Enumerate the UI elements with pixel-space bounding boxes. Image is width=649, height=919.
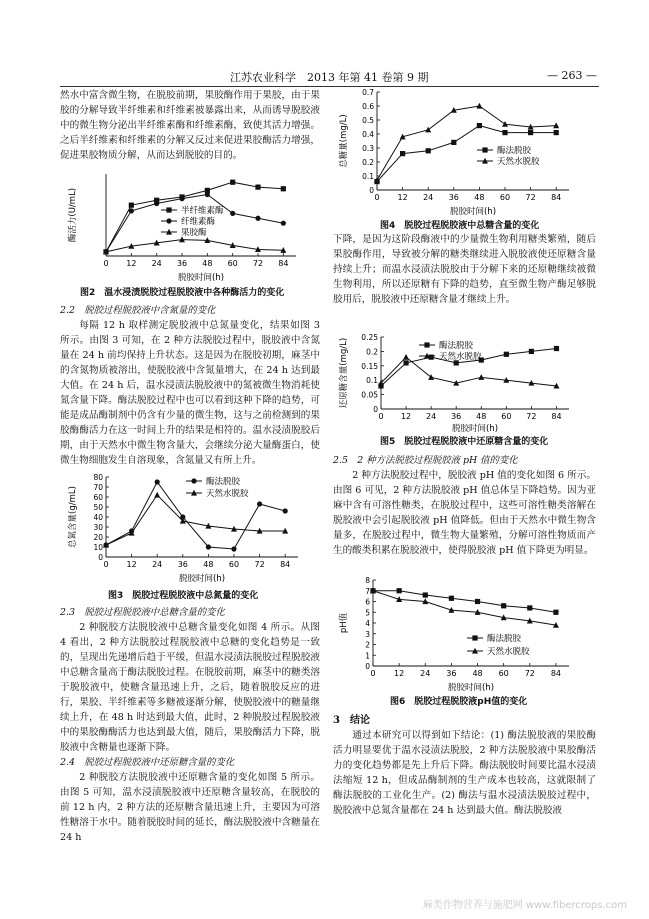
reducing-sugar-chart (337, 333, 577, 433)
data-point (155, 479, 160, 484)
y-tick-label: 80 (93, 473, 103, 482)
legend-label: 酶法脱胶 (206, 477, 241, 487)
data-point (283, 508, 288, 513)
section-2-5-text: 2 种方法脱胶过程中，脱胶液 pH 值的变化如图 6 所示。由图 6 可见，2 种方法脱胶液 pH 值总体呈下降趋势。因为亚麻中含有可溶性糖类，在脱胶过程中，这些可溶性糖类溶解在脱胶液中会引起脱胶液 pH 值降低。但由于天然水中微生物含量多，在脱胶过程中，微生物大量繁殖，分解可溶性物质而产生的酸类积累在脱胶液中，使得脱胶液 pH 值下降更为明显。 (333, 470, 596, 556)
series-1 (374, 103, 559, 183)
x-tick-label: 24 (152, 560, 163, 569)
y-tick-label: 60 (93, 493, 103, 502)
x-axis-label: 脱胶时间(h) (178, 574, 226, 583)
x-tick-label: 24 (151, 259, 162, 268)
figure-6-caption: 图6 脱胶过程脱胶液pH值的变化 (390, 697, 528, 707)
legend-label: 酶法脱胶 (439, 341, 474, 351)
y-tick-label: 10 (93, 543, 103, 552)
series-1 (103, 492, 288, 548)
y-tick-label: 6 (365, 597, 370, 607)
x-tick-label: 12 (397, 193, 408, 202)
enzyme-activity-chart (66, 170, 306, 282)
left-section-2-3 (60, 605, 320, 845)
data-point (501, 603, 506, 608)
x-axis-label: 脱胶时间(h) (177, 273, 225, 282)
x-tick-label: 84 (278, 259, 289, 268)
data-point (281, 221, 286, 226)
x-tick-label: 60 (498, 669, 509, 678)
x-tick-label: 48 (474, 193, 485, 202)
data-point (425, 127, 431, 133)
x-tick-label: 84 (551, 412, 562, 421)
y-tick-label: 5 (365, 608, 370, 618)
x-tick-label: 84 (551, 193, 562, 202)
section-2-4-text: 2 种脱胶方法脱胶液中还原糖含量的变化如图 5 所示。由图 5 可知，温水浸渍脱胶液中还原糖含量较高，在脱胶的前 12 h 内，2 种方法的还原糖含量迅速上升，主要因为可溶性糖溶于水中。随着脱胶时间的延长，酶法脱胶液中含糖量在 24 h (60, 772, 320, 843)
section-2-2-text: 每隔 12 h 取样测定脱胶液中总氮量变化，结果如图 3 所示。由图 3 可知，在 2 种方法脱胶过程中，脱胶液中含氮量在 24 h 前均保持上升状态。这是因为在脱胶初期，麻茎中的含氮物质被溶出，使脱胶液中含氮量增大，在 24 h 达到最大值。在 24 h 后，温水浸渍法脱胶液中的氮被微生物消耗使氮含量下降。酶法脱胶过程中也可以看到这种下降的趋势，可能是成品酶制剂中仍含有少量的微生物，这与之前检测到的果胶酶酶活力在这一时间上升的结果是相符的。温水浸渍脱胶后期，由于天然水中微生物含量大，会继续分泌大量酶蛋白，使微生物细胞发生自溶现象，含氮量又有所上升。 (60, 320, 320, 466)
x-tick-label: 36 (177, 560, 188, 569)
series-line (377, 106, 556, 180)
y-tick-label: 0.4 (362, 130, 374, 139)
section-2-3-text: 2 种脱胶方法脱胶液中总糖含量变化如图 4 所示。从图 4 看出，2 种方法脱胶过程脱胶液中总糖的变化趋势是一致的，呈现出先递增后趋于平缓，但温水浸渍法脱胶过程脱胶液中总糖含量高于酶法脱胶过程。在脱胶前期，麻茎中的糖类溶于脱胶液中，使糖含量迅速上升，之后，随着脱胶反应的进行，果胶、半纤维素等多糖被逐渐分解，使脱胶液中的糖量继续上升，在 48 h 时达到最大值，此时，2 种脱胶过程脱胶液中的果胶酶酶活力也达到最大值，随后，果胶酶活力下降，脱胶液中含糖量也逐渐下降。 (60, 622, 320, 753)
data-point (255, 185, 260, 190)
data-point (502, 121, 508, 127)
x-tick-label: 48 (472, 669, 483, 678)
x-tick-label: 72 (525, 193, 536, 202)
x-tick-label: 24 (420, 669, 431, 678)
x-tick-label: 24 (423, 193, 434, 202)
series-0 (103, 479, 287, 551)
y-tick-label: 20 (93, 533, 103, 542)
legend-label: 酶法脱胶 (497, 146, 532, 156)
y-tick-label: 0 (365, 662, 370, 671)
legend-marker (191, 478, 196, 483)
x-tick-label: 24 (426, 412, 437, 421)
x-tick-label: 12 (126, 259, 137, 268)
y-tick-label: 1 (365, 651, 370, 661)
data-point (179, 196, 184, 201)
section-2-3-title: 2.3 脱胶过程脱胶液中总糖含量的变化 (60, 607, 225, 618)
intro-paragraph: 然水中富含微生物，在脱胶前期，果胶酶作用于果胶，由于果胶的分解导致半纤维素和纤维素被暴露出来，从而诱导脱胶液中的微生物分泌出半纤维素酶和纤维素酶，致使其活力增强。之后半纤维素和纤维素的分解又反过来促进果胶酶活力增强，促进果胶物质分解，从而达到脱胶的目的。 (60, 90, 320, 161)
y-tick-label: 70 (93, 483, 103, 492)
series-0 (374, 123, 558, 184)
x-tick-label: 60 (228, 560, 240, 569)
section-3-title: 3 结论 (333, 715, 370, 726)
y-tick-label: 0 (369, 186, 374, 195)
x-tick-label: 60 (227, 259, 238, 268)
y-tick-label: 40 (93, 513, 103, 522)
y-tick-label: 0.5 (362, 116, 374, 125)
right-section-2-4-cont (333, 232, 596, 307)
data-point (527, 605, 532, 610)
section-2-4-continued: 下降，是因为这阶段酶液中的少量微生物利用糖类繁殖，随后果胶酶作用，导致被分解的糖类继续进入脱胶液使还原糖含量持续上升；而温水浸渍法脱胶由于分解下来的还原糖继续被微生物利用，所以还原糖有下降的趋势，直至微生物产酶足够脱胶用后，脱胶液中还原糖含量才继续上升。 (333, 234, 596, 305)
legend-label: 酶法脱胶 (487, 634, 522, 644)
legend-label: 天然水脱胶 (439, 352, 482, 362)
data-point (529, 349, 534, 354)
x-tick-label: 36 (176, 259, 188, 268)
y-tick-label: 0.1 (366, 376, 378, 386)
data-point (400, 151, 405, 156)
journal-name: 江苏农业科学 2013 年第 41 卷第 9 期 (230, 71, 429, 84)
y-axis-label: 酶活力(U/mL) (68, 187, 78, 243)
y-axis-label: pH值 (339, 612, 349, 634)
data-point (528, 130, 533, 135)
x-tick-label: 48 (476, 412, 487, 421)
x-tick-label: 0 (374, 193, 380, 202)
data-point (504, 352, 509, 357)
legend-marker (424, 342, 429, 347)
y-tick-label: 0.1 (362, 172, 374, 181)
data-point (206, 544, 211, 549)
series-line (106, 482, 285, 549)
legend-label: 天然水脱胶 (487, 647, 530, 657)
legend-marker (166, 207, 171, 212)
x-tick-label: 0 (103, 259, 109, 268)
section-2-2-title: 2.2 脱胶过程脱胶液中含氮量的变化 (60, 305, 216, 316)
header-rule (60, 86, 599, 87)
data-point (451, 140, 456, 145)
data-point (553, 610, 558, 615)
x-axis-label: 脱胶时间(h) (451, 424, 499, 433)
data-point (154, 492, 160, 498)
figure-5-caption: 图5 脱胶过程脱胶液中还原糖含量的变化 (380, 437, 549, 447)
data-point (255, 216, 260, 221)
legend-label: 天然水脱胶 (497, 157, 540, 167)
x-tick-label: 72 (252, 259, 264, 268)
total-sugar-chart (337, 88, 577, 216)
x-tick-label: 84 (550, 669, 562, 678)
left-section-2-2 (60, 303, 320, 468)
x-tick-label: 12 (394, 669, 405, 678)
data-point (403, 354, 409, 360)
y-axis-label: 总氮含量(g/mL) (68, 486, 78, 548)
y-tick-label: 8 (365, 576, 370, 585)
x-axis-label: 脱胶时间(h) (449, 207, 497, 216)
data-point (478, 374, 484, 380)
data-point (257, 501, 262, 506)
x-tick-label: 36 (446, 669, 457, 678)
data-point (129, 208, 134, 213)
figure-2-caption: 图2 温水浸渍脱胶过程脱胶液中各种酶活力的变化 (80, 288, 285, 298)
data-point (397, 588, 402, 593)
data-point (477, 123, 482, 128)
data-point (554, 130, 559, 135)
data-point (154, 201, 159, 206)
y-tick-label: 0.7 (362, 88, 374, 97)
y-tick-label: 50 (93, 503, 103, 512)
data-point (502, 130, 507, 135)
x-tick-label: 84 (280, 560, 291, 569)
x-tick-label: 48 (203, 560, 214, 569)
data-point (475, 599, 480, 604)
x-tick-label: 36 (451, 412, 462, 421)
data-point (231, 546, 236, 551)
section-3-text: 通过本研究可以得到如下结论：(1) 酶法脱胶液的果胶酶活力明显要优于温水浸渍法脱胶，2 种方法脱胶液中果胶酶活力的变化趋势都是先上升后下降。酶法脱胶时间要比温水浸渍法缩短 12 h，但成品酶制剂的生产成本也较高，这就限制了酶法脱胶的工业化生产。(2) 酶法与温水浸渍法脱胶过程中，脱胶液中总氮含量都在 24 h 达到最大值。酶法脱胶液 (333, 730, 596, 816)
total-nitrogen-chart (66, 471, 306, 583)
x-tick-label: 72 (254, 560, 265, 569)
figure-4-caption: 图4 脱胶过程脱胶液中总糖含量的变化 (380, 221, 540, 231)
page-number: — 263 — (547, 69, 597, 82)
data-point (426, 148, 431, 153)
x-tick-label: 0 (378, 412, 384, 421)
x-tick-label: 12 (126, 560, 137, 569)
x-tick-label: 72 (524, 669, 535, 678)
x-tick-label: 0 (103, 560, 109, 569)
data-point (554, 346, 559, 351)
data-point (230, 211, 235, 216)
x-tick-label: 72 (526, 412, 537, 421)
x-tick-label: 48 (202, 259, 213, 268)
y-tick-label: 3 (365, 629, 370, 639)
section-2-4-title: 2.4 脱胶过程脱胶液中还原糖含量的变化 (60, 757, 235, 768)
y-tick-label: 7 (365, 586, 370, 596)
legend-label: 天然水脱胶 (206, 489, 249, 499)
y-axis-label: 总糖量(mg/L) (339, 114, 349, 168)
legend-marker (482, 147, 487, 152)
y-tick-label: 0.2 (362, 158, 374, 167)
legend-label: 果胶酶 (181, 228, 207, 238)
y-tick-label: 0.3 (362, 144, 374, 153)
legend-marker (472, 635, 477, 640)
data-point (129, 203, 134, 208)
left-intro (60, 88, 320, 163)
y-tick-label: 0.2 (366, 347, 378, 357)
y-axis-label: 还原糖含量(mg/L) (339, 337, 349, 409)
ph-value-chart (337, 574, 577, 692)
watermark: 麻类作物营养与施肥网 www.fibercrops.com (422, 900, 627, 911)
x-axis-label: 脱胶时间(h) (447, 683, 495, 692)
y-tick-label: 0.25 (361, 333, 378, 342)
data-point (403, 360, 408, 365)
y-tick-label: 0.05 (361, 390, 378, 400)
legend-marker (166, 218, 171, 223)
data-point (230, 180, 235, 185)
y-tick-label: 0.6 (362, 102, 374, 111)
data-point (449, 596, 454, 601)
x-tick-label: 60 (501, 412, 512, 421)
legend-label: 半纤维素酶 (181, 206, 224, 216)
right-section-2-5 (333, 453, 596, 558)
y-tick-label: 30 (93, 523, 103, 532)
series-2 (103, 236, 286, 254)
y-tick-label: 0.15 (361, 361, 378, 371)
x-tick-label: 60 (499, 193, 511, 202)
data-point (205, 192, 210, 197)
data-point (423, 592, 428, 597)
y-tick-label: 0 (373, 405, 378, 414)
data-point (476, 103, 482, 109)
y-tick-label: 4 (365, 619, 370, 628)
y-tick-label: 2 (365, 640, 370, 650)
running-header (0, 69, 649, 83)
figure-3-caption: 图3 脱胶过程脱胶液中总氮量的变化 (108, 591, 259, 601)
x-tick-label: 36 (448, 193, 459, 202)
section-2-5-title: 2.5 2 种方法脱胶过程脱胶液 pH 值的变化 (333, 455, 518, 466)
legend-label: 纤维素酶 (181, 217, 216, 227)
data-point (281, 186, 286, 191)
data-point (429, 355, 434, 360)
right-section-3 (333, 713, 596, 818)
x-tick-label: 12 (400, 412, 412, 421)
y-tick-label: 0 (98, 553, 103, 562)
x-tick-label: 0 (370, 669, 376, 678)
